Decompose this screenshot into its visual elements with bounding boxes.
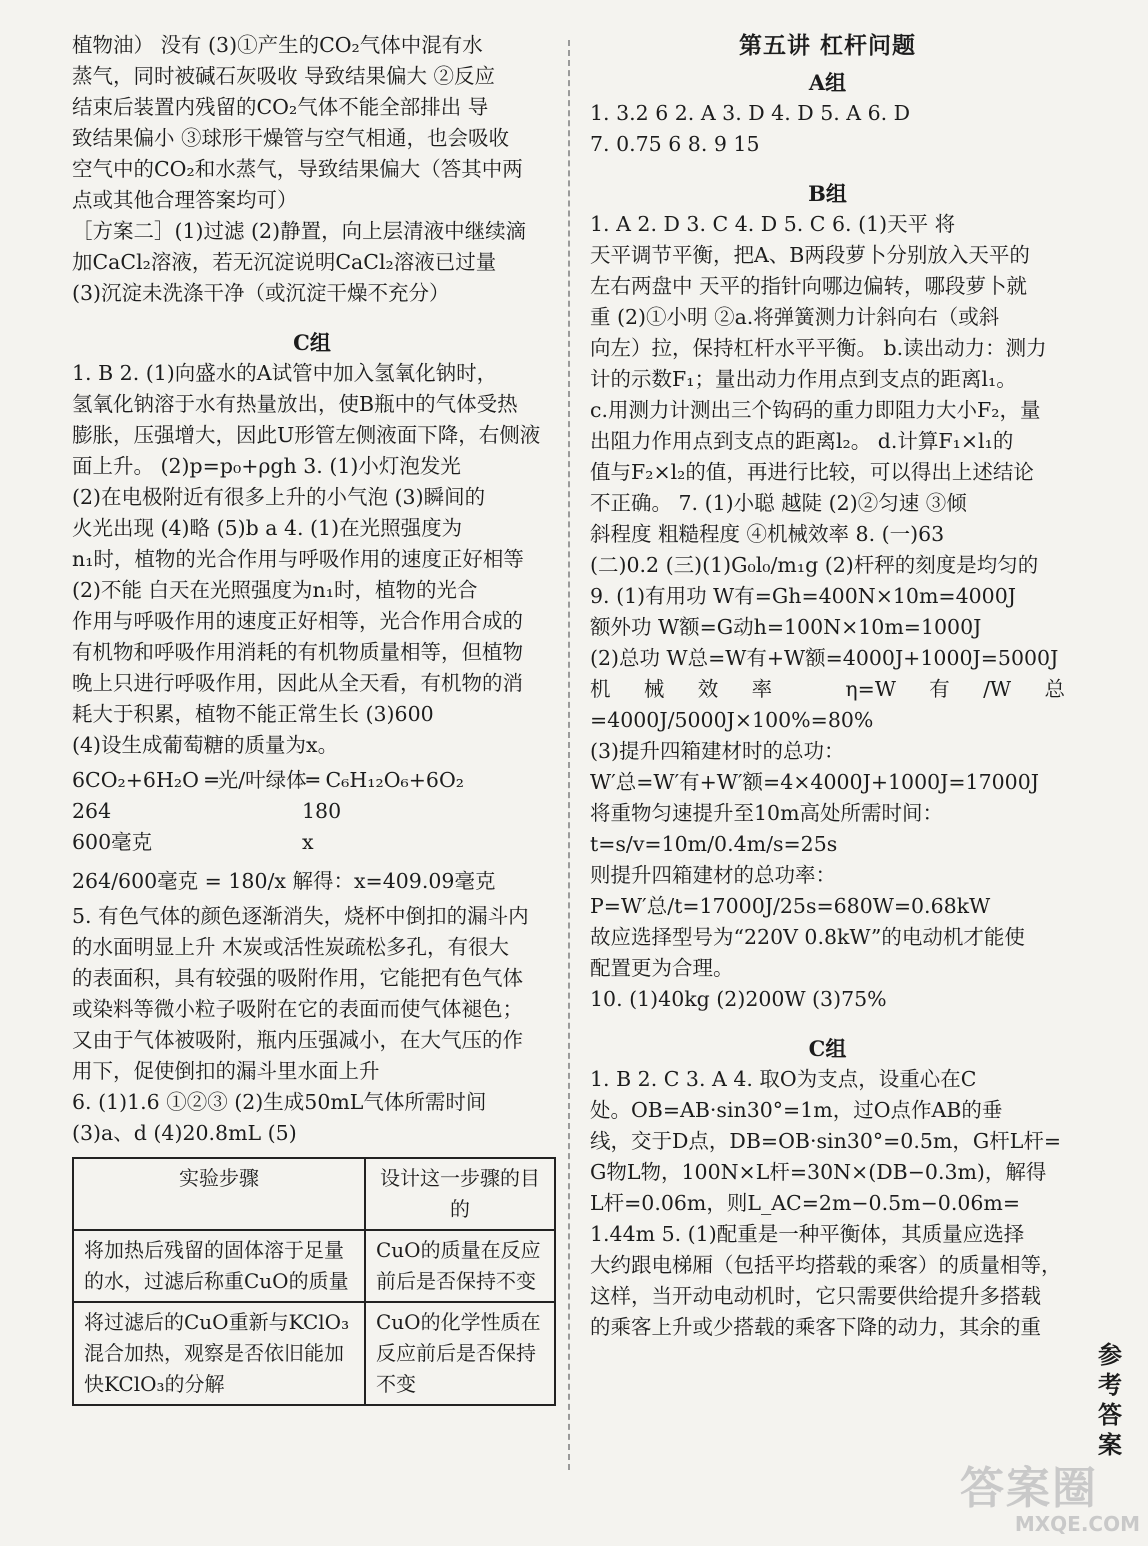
- text-line: 处。OB=AB·sin30°=1m，过O点作AB的垂: [590, 1098, 1003, 1122]
- text-line: 向左）拉，保持杠杆水平平衡。 b.读出动力：测力: [590, 336, 1047, 360]
- text-line: G物L物，100N×L杆=30N×(DB−0.3m)，解得: [590, 1160, 1047, 1184]
- text-line: 的乘客上升或少搭载的乘客下降的动力，其余的重: [590, 1315, 1041, 1339]
- text-line: 氢氧化钠溶于水有热量放出，使B瓶中的气体受热: [72, 392, 518, 416]
- ratio-row: [72, 796, 552, 827]
- text-line: 10. (1)40kg (2)200W (3)75%: [590, 987, 887, 1011]
- group-b-answers: [590, 209, 1065, 1015]
- text-line: 则提升四箱建材的总功率：: [590, 863, 836, 887]
- ratio-row: [72, 827, 552, 858]
- text-line: 加CaCl₂溶液，若无沉淀说明CaCl₂溶液已过量: [72, 250, 497, 274]
- text-line: 左右两盘中 天平的指针向哪边偏转，哪段萝卜就: [590, 274, 1028, 298]
- text-line: L杆=0.06m，则L_AC=2m−0.5m−0.06m=: [590, 1191, 1021, 1215]
- text-line: c.用测力计测出三个钩码的重力即阻力大小F₂，量: [590, 398, 1041, 422]
- text-line: 耗大于积累，植物不能正常生长 (3)600: [72, 702, 434, 726]
- text-line: 5. 有色气体的颜色逐渐消失，烧杯中倒扣的漏斗内: [72, 904, 529, 928]
- text-line: (2)总功 W总=W有+W额=4000J+1000J=5000J: [590, 646, 1059, 670]
- text-line: 晚上只进行呼吸作用，因此从全天看，有机物的消: [72, 671, 523, 695]
- text-line: 1.44m 5. (1)配重是一种平衡体，其质量应选择: [590, 1222, 1025, 1246]
- text-line: 作用与呼吸作用的速度正好相等，光合作用合成的: [72, 609, 523, 633]
- text-line: (3)a、d (4)20.8mL (5): [72, 1121, 297, 1145]
- text-line: 不正确。 7. (1)小聪 越陡 (2)②匀速 ③倾: [590, 491, 967, 515]
- table-cell: CuO的质量在反应前后是否保持不变: [365, 1230, 555, 1302]
- column-header: 实验步骤: [73, 1158, 365, 1230]
- right-column: [590, 30, 1065, 1343]
- text-line: 有机物和呼吸作用消耗的有机物质量相等，但植物: [72, 640, 523, 664]
- text-line: 故应选择型号为“220V 0.8kW”的电动机才能使: [590, 925, 1025, 949]
- text-line: 值与F₂×l₂的值，再进行比较，可以得出上述结论: [590, 460, 1034, 484]
- text-line: 1. 3.2 6 2. A 3. D 4. D 5. A 6. D: [590, 101, 911, 125]
- text-line: 机械效率 η=W有/W总=4000J/5000J×100%=80%: [590, 677, 1065, 732]
- site-watermark: [960, 1465, 1140, 1540]
- watermark-url: MXQE.COM: [1014, 1512, 1140, 1536]
- group-c-heading-right: C组: [808, 1036, 847, 1061]
- text-line: 这样，当开动电动机时，它只需要供给提升多搭载: [590, 1284, 1041, 1308]
- tab-char: 答: [1098, 1400, 1122, 1429]
- reference-answer-tab: [1094, 1340, 1126, 1460]
- text-line: 火光出现 (4)略 (5)b a 4. (1)在光照强度为: [72, 516, 463, 540]
- column-divider: [568, 40, 570, 1470]
- text-line: 线，交于D点，DB=OB·sin30°=0.5m，G杆L杆=: [590, 1129, 1061, 1153]
- text-line: 蒸气，同时被碱石灰吸收 导致结果偏大 ②反应: [72, 64, 496, 88]
- ratio-value: 264: [72, 799, 112, 823]
- intro-answers: [72, 30, 552, 309]
- text-line: 9. (1)有用功 W有=Gh=400N×10m=4000J: [590, 584, 1016, 608]
- text-line: (2)不能 白天在光照强度为n₁时，植物的光合: [72, 578, 478, 602]
- text-line: 重 (2)①小明 ②a.将弹簧测力计斜向右（或斜: [590, 305, 1000, 329]
- group-c-heading-left: C组: [293, 330, 331, 355]
- text-line: 斜程度 粗糙程度 ④机械效率 8. (一)63: [590, 522, 945, 546]
- table-row: [73, 1230, 555, 1302]
- text-line: (3)沉淀未洗涤干净（或沉淀干燥不充分）: [72, 281, 450, 305]
- table-cell: CuO的化学性质在反应前后是否保持不变: [365, 1302, 555, 1405]
- text-line: 点或其他合理答案均可）: [72, 188, 298, 212]
- text-line: 将重物匀速提升至10m高处所需时间：: [590, 801, 944, 825]
- experiment-table: [72, 1157, 556, 1406]
- text-line: ［方案二］(1)过滤 (2)静置，向上层清液中继续滴: [72, 219, 527, 243]
- text-line: 又由于气体被吸附，瓶内压强减小，在大气压的作: [72, 1028, 523, 1052]
- group-a-answers: [590, 98, 1065, 160]
- text-line: 的水面明显上升 木炭或活性炭疏松多孔，有很大: [72, 935, 510, 959]
- solution-line: 264/600毫克 = 180/x 解得：x=409.09毫克: [72, 869, 496, 893]
- table-header-row: [73, 1158, 555, 1230]
- text-line: (2)在电极附近有很多上升的小气泡 (3)瞬间的: [72, 485, 486, 509]
- group-b-heading: B组: [808, 181, 847, 206]
- ratio-value: 180: [302, 799, 342, 823]
- text-line: 额外功 W额=G动h=100N×10m=1000J: [590, 615, 982, 639]
- table-cell: 将加热后残留的固体溶于足量的水，过滤后称重CuO的质量: [73, 1230, 365, 1302]
- group-a-heading: A组: [808, 70, 847, 95]
- text-line: 面上升。 (2)p=p₀+ρgh 3. (1)小灯泡发光: [72, 454, 461, 478]
- text-line: 1. B 2. C 3. A 4. 取O为支点，设重心在C: [590, 1067, 977, 1091]
- text-line: 6. (1)1.6 ①②③ (2)生成50mL气体所需时间: [72, 1090, 487, 1114]
- tab-char: 考: [1098, 1370, 1122, 1399]
- text-line: 计的示数F₁；量出动力作用点到支点的距离l₁。: [590, 367, 1017, 391]
- text-line: (4)设生成葡萄糖的质量为x。: [72, 733, 339, 757]
- text-line: 膨胀，压强增大，因此U形管左侧液面下降，右侧液: [72, 423, 541, 447]
- watermark-logo-text: 答案圈: [960, 1463, 1098, 1514]
- text-line: 1. A 2. D 3. C 4. D 5. C 6. (1)天平 将: [590, 212, 956, 236]
- text-line: 大约跟电梯厢（包括平均搭载的乘客）的质量相等，: [590, 1253, 1062, 1277]
- text-line: 的表面积，具有较强的吸附作用，它能把有色气体: [72, 966, 523, 990]
- group-c-answers-right: [590, 1064, 1065, 1343]
- column-header: 设计这一步骤的目的: [365, 1158, 555, 1230]
- text-line: (二)0.2 (三)(1)G₀l₀/m₁g (2)杆秤的刻度是均匀的: [590, 553, 1039, 577]
- text-line: n₁时，植物的光合作用与呼吸作用的速度正好相等: [72, 547, 524, 571]
- chemical-equation: 6CO₂+6H₂O ═光/叶绿体═ C₆H₁₂O₆+6O₂: [72, 768, 464, 792]
- text-line: 空气中的CO₂和水蒸气，导致结果偏大（答其中两: [72, 157, 523, 181]
- ratio-value: x: [302, 830, 314, 854]
- table-row: [73, 1302, 555, 1405]
- text-line: 出阻力作用点到支点的距离l₂。 d.计算F₁×l₁的: [590, 429, 1014, 453]
- text-line: 天平调节平衡，把A、B两段萝卜分别放入天平的: [590, 243, 1030, 267]
- photosynthesis-equation-block: [72, 765, 552, 897]
- text-line: t=s/v=10m/0.4m/s=25s: [590, 832, 838, 856]
- lecture-title: 第五讲 杠杆问题: [738, 32, 916, 59]
- text-line: W′总=W′有+W′额=4×4000J+1000J=17000J: [590, 770, 1039, 794]
- tab-char: 参: [1098, 1340, 1122, 1369]
- text-line: 1. B 2. (1)向盛水的A试管中加入氢氧化钠时，: [72, 361, 498, 385]
- text-line: 植物油） 没有 (3)①产生的CO₂气体中混有水: [72, 33, 483, 57]
- question-5-6-answers: [72, 901, 552, 1149]
- text-line: (3)提升四箱建材时的总功：: [590, 739, 845, 763]
- text-line: 用下，促使倒扣的漏斗里水面上升: [72, 1059, 380, 1083]
- text-line: 配置更为合理。: [590, 956, 734, 980]
- left-column: [72, 30, 552, 1406]
- group-c-answers-left: [72, 358, 552, 761]
- text-line: 7. 0.75 6 8. 9 15: [590, 132, 760, 156]
- text-line: 结束后装置内残留的CO₂气体不能全部排出 导: [72, 95, 489, 119]
- text-line: 致结果偏小 ③球形干燥管与空气相通，也会吸收: [72, 126, 510, 150]
- table-cell: 将过滤后的CuO重新与KClO₃混合加热，观察是否依旧能加快KClO₃的分解: [73, 1302, 365, 1405]
- tab-char: 案: [1098, 1430, 1122, 1459]
- text-line: 或染料等微小粒子吸附在它的表面而使气体褪色；: [72, 997, 523, 1021]
- text-line: P=W′总/t=17000J/25s=680W=0.68kW: [590, 894, 991, 918]
- ratio-value: 600毫克: [72, 830, 153, 854]
